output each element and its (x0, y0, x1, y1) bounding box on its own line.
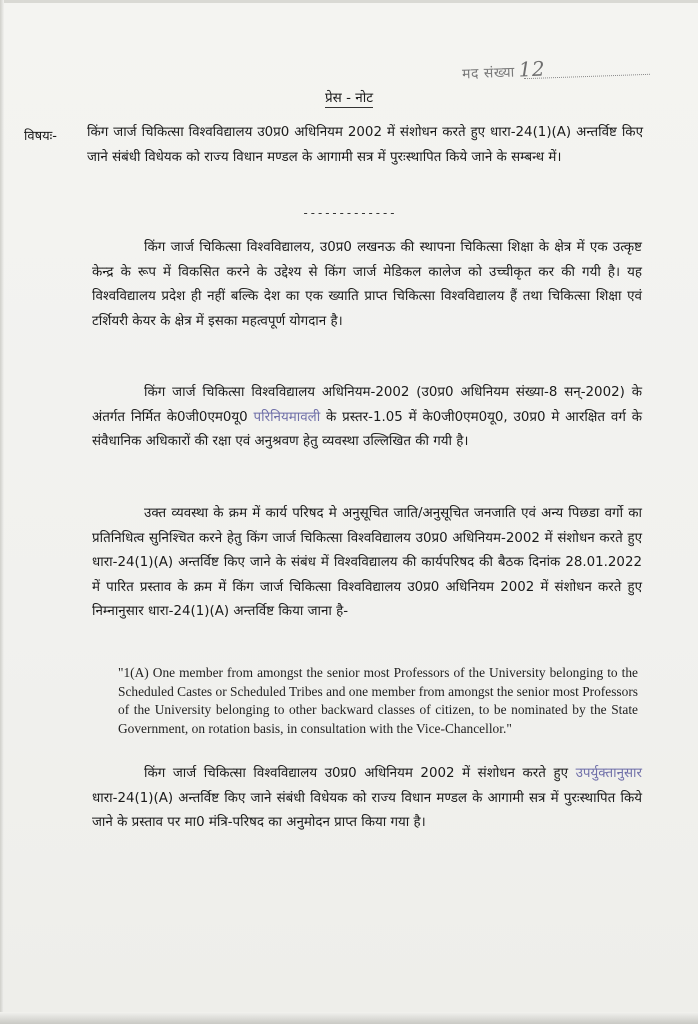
page-edge-left (0, 0, 4, 1024)
paragraph-approval-text-1: किंग जार्ज चिकित्सा विश्वविद्यालय उ0प्र0 अधिनियम 2002 में संशोधन करते हुए (144, 766, 568, 781)
page-edge-bottom (0, 1012, 698, 1024)
paragraph-establishment-text: किंग जार्ज चिकित्सा विश्वविद्यालय, उ0प्र0 लखनऊ की स्थापना चिकित्सा शिक्षा के क्षेत्र में एक उत्कृष्ट केन्द्र के रूप में विकसित करने के उद्देश्य से किंग जार्ज मेडिकल कालेज को उच्चीकृत कर की गयी है। यह विश्वविद्यालय प्रदेश ही नहीं बल्कि देश का एक ख्याति प्राप्त चिकित्सा विश्वविद्यालय हैं तथा चिकित्सा शिक्षा एवं टर्शियरी केयर के क्षेत्र में इसका महत्वपूर्ण योगदान है। (92, 240, 642, 329)
paragraph-act-provision-text-1: किंग जार्ज चिकित्सा विश्वविद्यालय अधिनियम-2002 (उ0प्र0 अधिनियम संख्या-8 सन्-2002) के अंतर्गत निर्मित के0जी0एम0यू0 (92, 385, 642, 425)
paragraph-approval-faint: उपर्युक्तानुसार (575, 766, 642, 781)
quoted-clause: "1(A) One member from amongst the senior most Professors of the University belonging to the Scheduled Castes or Scheduled Tribes and one member from amongst the senior most Professors of the University belonging to other backward classes of citizen, to be nominated by the State Government, on rotation basis, in consultation with the Vice-Chancellor." (118, 665, 638, 736)
subject-text: किंग जार्ज चिकित्सा विश्वविद्यालय उ0प्र0 अधिनियम 2002 में संशोधन करते हुए धारा-24(1)(A) अन्तर्विष्ट किए जाने संबंधी विधेयक को राज्य विधान मण्डल के आगामी सत्र में पुरःस्थापित किये जाने के सम्बन्ध में। (87, 125, 643, 165)
paragraph-act-provision-faint: परिनियमावली (253, 409, 321, 425)
paragraph-approval (92, 762, 642, 836)
section-divider: ------------- (302, 206, 396, 220)
paragraph-approval-text-2: धारा-24(1)(A) अन्तर्विष्ट किए जाने संबंधी विधेयक को राज्य विधान मण्डल के आगामी सत्र में पुरःस्थापित किये जाने के प्रस्ताव पर मा0 मंत्रि-परिषद का अनुमोदन प्राप्त किया गया है। (92, 790, 642, 830)
handwritten-serial (462, 57, 546, 84)
paragraph-act-provision (92, 381, 642, 455)
page-edge-top (0, 0, 698, 3)
paragraph-establishment (92, 236, 642, 334)
paragraph-amendment-text: उक्त व्यवस्था के क्रम में कार्य परिषद मे अनुसूचित जाति/अनुसूचित जनजाति एवं अन्य पिछडा वर्गो का प्रतिनिधित्व सुनिश्चित करने हेतु किंग जार्ज चिकित्सा विश्वविद्यालय उ0प्र0 अधिनियम-2002 में संशोधन करते हुए धारा-24(1)(A) अन्तर्विष्ट किए जाने के संबंध में विश्वविद्यालय की कार्यपरिषद की बैठक दिनांक 28.01.2022 में पारित प्रस्ताव के क्रम में किंग जार्ज चिकित्सा विश्वविद्यालय उ0प्र0 अधिनियम 2002 में संशोधन करते हुए निम्नानुसार धारा-24(1)(A) अन्तर्विष्ट किया जाना है- (92, 506, 642, 619)
page-title-text: प्रेस - नोट (324, 90, 374, 106)
serial-label: मद संख्या (461, 64, 516, 83)
paragraph-amendment (92, 502, 642, 625)
serial-number: 12 (518, 56, 546, 82)
paragraph-act-provision-text-2: के प्रस्तर-1.05 में के0जी0एम0यू0, उ0प्र0 मे आरक्षित वर्ग के संवैधानिक अधिकारों की रक्षा एवं अनुश्रवण हेतु व्यवस्था उल्लिखित की गयी है। (92, 409, 642, 449)
subject-label: विषयः- (24, 129, 57, 144)
page-title (0, 88, 698, 106)
